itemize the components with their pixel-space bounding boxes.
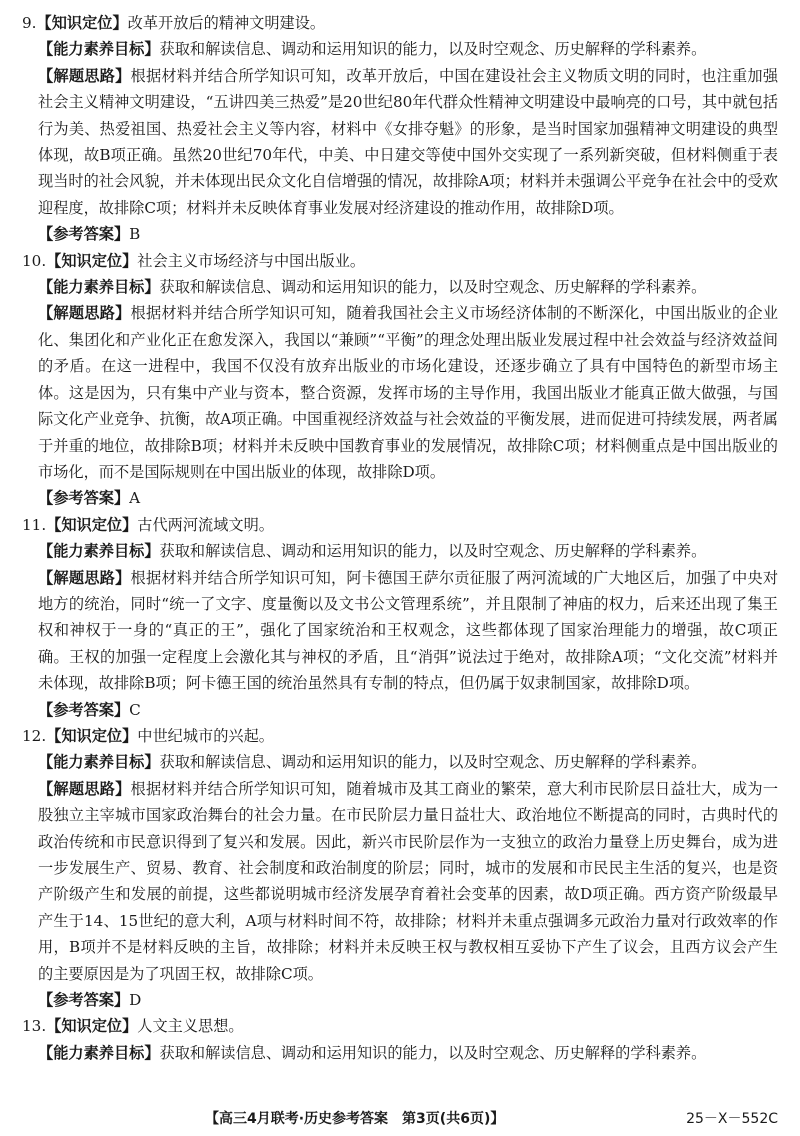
- section-text: 古代两河流域文明。: [137, 515, 274, 534]
- section-text: 中世纪城市的兴起。: [137, 726, 274, 745]
- answer-section: [22, 36, 778, 62]
- section-text: 根据材料并结合所学知识可知，改革开放后，中国在建设社会主义物质文明的同时，也注重加强社会主义精神文明建设，“五讲四美三热爱”是20世纪80年代群众性精神文明建设中最响亮的口号，其中就包括行为美、热爱祖国、热爱社会主义等内容，材料中《女排夺魁》的形象，是当时国家加强精神文明建设的典型体现，故B项正确。虽然20世纪70年代，中美、中日建交等使中国外交实现了一系列新突破，但材料侧重于表现当时的社会风貌，并未体现出民众文化自信增强的情况，故排除A项；材料并未强调公平竞争在社会中的受欢迎程度，故排除C项；材料并未反映体育事业发展对经济建设的推动作用，故排除D项。: [38, 66, 779, 217]
- section-label: 【参考答案】: [38, 225, 130, 244]
- section-text: 社会主义市场经济与中国出版业。: [137, 251, 366, 270]
- answer-section: [22, 1013, 778, 1039]
- answer-section: [22, 723, 778, 749]
- section-label: 【参考答案】: [38, 991, 130, 1010]
- question-number: 12.: [22, 726, 47, 745]
- section-label: 【知识定位】: [46, 251, 138, 270]
- section-label: 【知识定位】: [46, 1017, 138, 1036]
- section-label: 【解题思路】: [38, 304, 131, 323]
- section-label: 【解题思路】: [38, 779, 131, 798]
- section-text: 根据材料并结合所学知识可知，阿卡德国王萨尔贡征服了两河流域的广大地区后，加强了中央对地方的统治，同时“统一了文字、度量衡以及文书公文管理系统”，并且限制了神庙的权力，后来还出现了集王权和神权于一身的“真正的王”，强化了国家统治和王权观念，这些都体现了国家治理能力的增强，故C项正确。王权的加强一定程度上会激化其与神权的矛盾，且“消弭”说法过于绝对，故排除A项；“文化交流”材料并未体现，故排除B项；阿卡德王国的统治虽然具有专制的特点，但仍属于奴隶制国家，故排除D项。: [38, 568, 779, 693]
- answer-section: [22, 10, 778, 36]
- section-text: 改革开放后的精神文明建设。: [127, 14, 326, 32]
- question-number: 10.: [22, 251, 47, 270]
- question-number: 11.: [22, 515, 47, 534]
- section-text: 根据材料并结合所学知识可知，随着城市及其工商业的繁荣，意大利市民阶层日益壮大，成为一股独立主宰城市国家政治舞台的社会力量。在市民阶层力量日益壮大、政治地位不断提高的同时，古典时代的政治传统和市民意识得到了复兴和发展。因此，新兴市民阶层作为一支独立的政治力量登上历史舞台，成为进一步发展生产、贸易、教育、社会制度和政治制度的阶层；同时，城市的发展和市民民主生活的复兴，也是资产阶级产生和发展的前提，这些都说明城市经济发展孕育着社会变革的因素，故D项正确。西方资产阶级最早产生于14、15世纪的意大利，A项与材料时间不符，故排除；材料并未重点强调多元政治力量对行政效率的作用，B项并不是材料反映的主旨，故排除；材料并未反映王权与教权相互妥协下产生了议会，且西方议会产生的主要原因是为了巩固王权，故排除C项。: [38, 779, 779, 983]
- section-text: 获取和解读信息、调动和运用知识的能力，以及时空观念、历史解释的学科素养。: [159, 1043, 707, 1062]
- answer-section: [22, 512, 778, 538]
- section-label: 【能力素养目标】: [38, 753, 160, 772]
- answer-section: [22, 565, 778, 697]
- question-item: [22, 512, 778, 723]
- footer-title: 【高三4月联考·历史参考答案 第3页(共6页)】: [205, 1111, 505, 1127]
- section-label: 【解题思路】: [38, 66, 131, 85]
- question-item: [22, 723, 778, 1013]
- answer-section: [22, 987, 778, 1013]
- section-text: B: [129, 225, 141, 244]
- question-item: [22, 248, 778, 512]
- section-label: 【知识定位】: [46, 726, 138, 745]
- question-item: [22, 10, 778, 248]
- answer-section: [22, 1040, 778, 1066]
- question-number: 9.: [22, 14, 37, 32]
- answer-content: [22, 10, 778, 1066]
- footer-code: 25－X－552C: [686, 1111, 778, 1127]
- section-text: D: [129, 991, 142, 1010]
- section-text: 获取和解读信息、调动和运用知识的能力，以及时空观念、历史解释的学科素养。: [159, 753, 707, 772]
- section-text: 根据材料并结合所学知识可知，随着我国社会主义市场经济体制的不断深化，中国出版业的企业化、集团化和产业化正在愈发深入，我国以“兼顾”“平衡”的理念处理出版业发展过程中社会效益与经济效益间的矛盾。在这一进程中，我国不仅没有放弃出版业的市场化建设，还逐步确立了具有中国特色的新型市场主体。这是因为，只有集中产业与资本，整合资源，发挥市场的主导作用，我国出版业才能真正做大做强，与国际文化产业竞争、抗衡，故A项正确。中国重视经济效益与社会效益的平衡发展，进而促进可持续发展，两者属于并重的地位，故排除B项；材料并未反映中国教育事业的发展情况，故排除C项；材料侧重点是中国出版业的市场化，而不是国际规则在中国出版业的体现，故排除D项。: [38, 304, 779, 481]
- answer-section: [22, 248, 778, 274]
- page-footer: [0, 1106, 800, 1130]
- section-label: 【参考答案】: [38, 489, 130, 508]
- section-text: C: [129, 700, 141, 719]
- question-number: 13.: [22, 1017, 47, 1036]
- answer-section: [22, 274, 778, 300]
- answer-section: [22, 697, 778, 723]
- section-label: 【参考答案】: [38, 700, 130, 719]
- section-label: 【能力素养目标】: [38, 1043, 160, 1062]
- answer-section: [22, 776, 778, 987]
- section-text: 获取和解读信息、调动和运用知识的能力，以及时空观念、历史解释的学科素养。: [159, 40, 707, 59]
- section-label: 【能力素养目标】: [38, 40, 160, 59]
- answer-section: [22, 221, 778, 247]
- answer-section: [22, 300, 778, 485]
- section-label: 【解题思路】: [38, 568, 131, 587]
- section-text: 获取和解读信息、调动和运用知识的能力，以及时空观念、历史解释的学科素养。: [159, 542, 707, 561]
- section-label: 【知识定位】: [36, 14, 128, 32]
- answer-section: [22, 63, 778, 221]
- section-label: 【能力素养目标】: [38, 278, 160, 297]
- section-text: A: [129, 489, 141, 508]
- answer-section: [22, 538, 778, 564]
- answer-section: [22, 749, 778, 775]
- section-text: 人文主义思想。: [137, 1017, 244, 1036]
- section-text: 获取和解读信息、调动和运用知识的能力，以及时空观念、历史解释的学科素养。: [159, 278, 707, 297]
- question-item: [22, 1013, 778, 1066]
- answer-section: [22, 485, 778, 511]
- section-label: 【知识定位】: [46, 515, 138, 534]
- section-label: 【能力素养目标】: [38, 542, 160, 561]
